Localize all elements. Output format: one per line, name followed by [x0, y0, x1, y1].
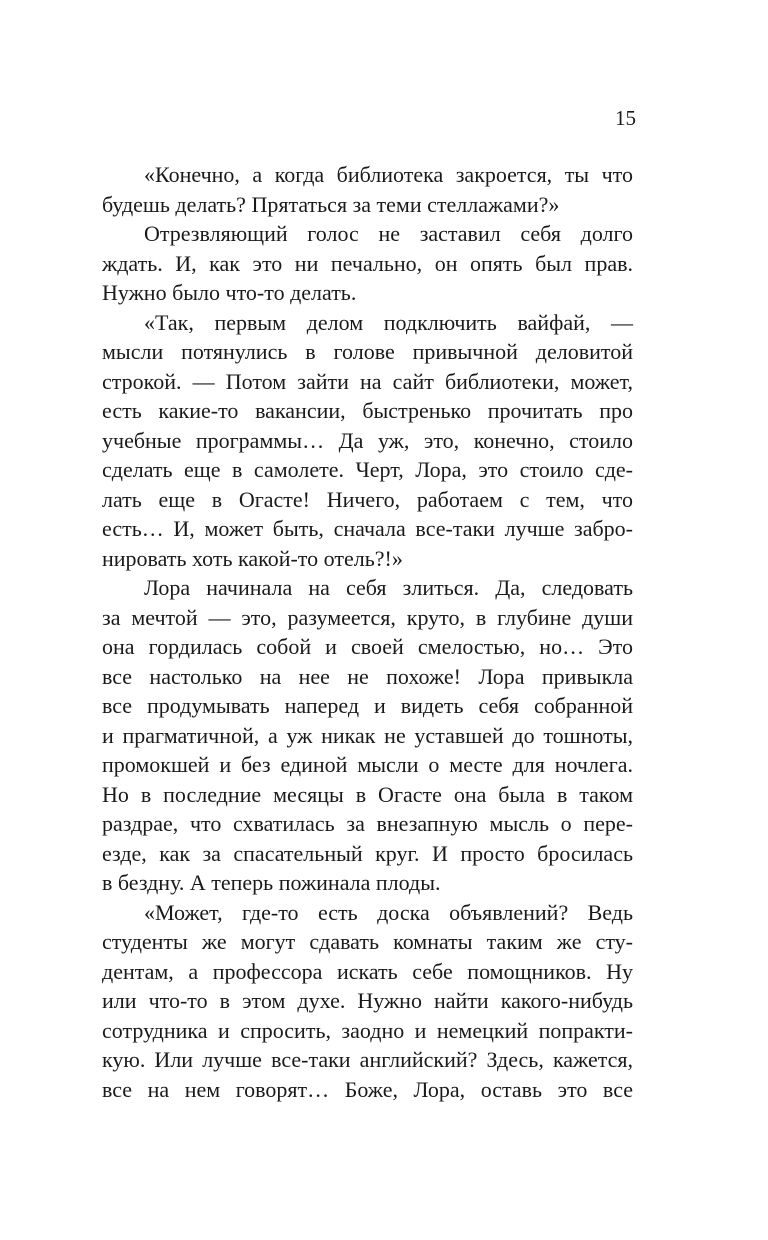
text-line: сделать еще в самолете. Черт, Лора, это стоило сде-: [102, 457, 633, 482]
text-line: и прагматичной, а уж никак не уставшей до тошноты,: [102, 722, 633, 748]
text-line: промокшей и без единой мысли о месте для ночлега.: [102, 752, 633, 777]
body-text: [102, 160, 633, 1104]
text-line: Лора начинала на себя злиться. Да, следовать: [144, 575, 633, 600]
text-line: ждать. И, как это ни печально, он опять был прав.: [102, 250, 633, 276]
text-line: раздрае, что схватилась за внезапную мысль о пере-: [102, 811, 633, 836]
text-line: есть… И, может быть, сначала все-таки лучше забро-: [102, 516, 633, 541]
paragraph-1: [102, 160, 633, 219]
text-line: она гордилась собой и своей смелостью, но… Это: [102, 634, 633, 659]
paragraph-2: [102, 219, 633, 308]
page-number: 15: [615, 106, 636, 130]
text-line: в бездну. А теперь пожинала плоды.: [102, 870, 441, 895]
text-line: все продумывать наперед и видеть себя собранной: [102, 693, 633, 718]
text-line: будешь делать? Прятаться за теми стеллажами?»: [102, 191, 560, 217]
text-line: Но в последние месяцы в Огасте она была в таком: [102, 781, 633, 807]
text-line: все настолько на нее не похоже! Лора привыкла: [102, 663, 633, 689]
paragraph-5: [102, 898, 633, 1105]
text-line: учебные программы… Да уж, это, конечно, стоило: [102, 427, 633, 453]
paragraph-3: [102, 308, 633, 574]
text-line: Отрезвляющий голос не заставил себя долго: [144, 221, 633, 246]
text-line: «Конечно, а когда библиотека закроется, ты что: [144, 162, 633, 187]
text-line: или что-то в этом духе. Нужно найти какого-нибудь: [102, 988, 633, 1013]
text-line: за мечтой — это, разумеется, круто, в глубине души: [102, 604, 633, 630]
text-line: сотрудника и спросить, заодно и немецкий попракти-: [102, 1017, 633, 1043]
text-line: дентам, а профессора искать себе помощников. Ну: [102, 958, 633, 984]
text-line: мысли потянулись в голове привычной деловитой: [102, 339, 633, 364]
text-line: строкой. — Потом зайти на сайт библиотеки, может,: [102, 368, 633, 394]
text-line: нировать хоть какой-то отель?!»: [102, 545, 403, 571]
text-line: лать еще в Огасте! Ничего, работаем с тем, что: [102, 486, 633, 512]
text-line: езде, как за спасательный круг. И просто бросилась: [102, 840, 633, 866]
text-line: все на нем говорят… Боже, Лора, оставь это все: [102, 1076, 633, 1102]
text-line: Нужно было что-то делать.: [102, 280, 357, 305]
paragraph-4: [102, 573, 633, 898]
text-line: «Может, где-то есть доска объявлений? Ведь: [144, 899, 633, 925]
text-line: студенты же могут сдавать комнаты таким же сту-: [102, 929, 633, 954]
text-line: есть какие-то вакансии, быстренько прочитать про: [102, 398, 633, 423]
text-line: кую. Или лучше все-таки английский? Здесь, кажется,: [102, 1047, 633, 1072]
text-line: «Так, первым делом подключить вайфай, —: [144, 309, 633, 335]
